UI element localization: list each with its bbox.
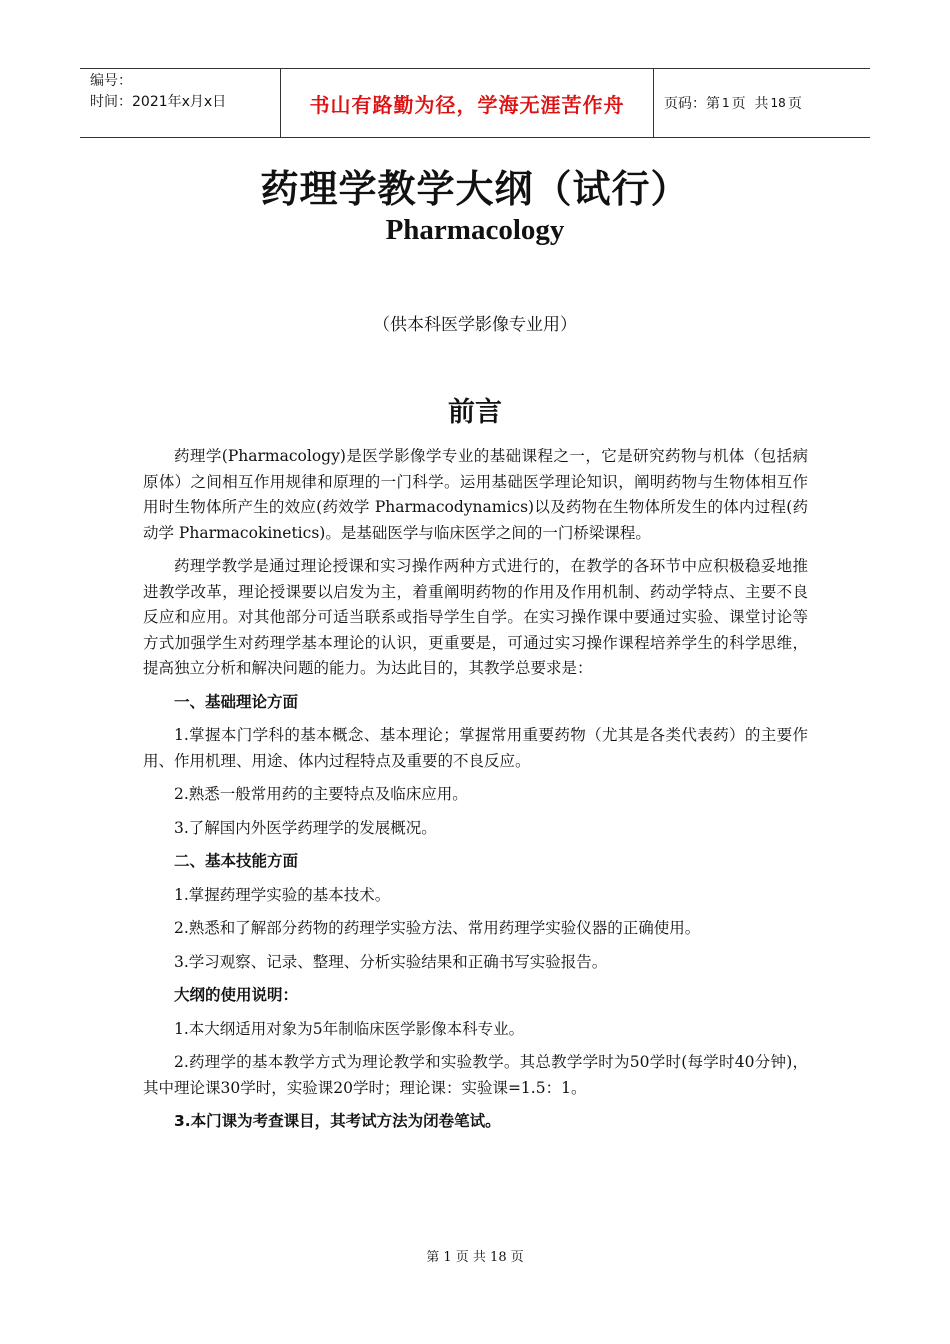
document-subtitle: Pharmacology bbox=[385, 214, 565, 246]
list-item: 3.了解国内外医学药理学的发展概况。 bbox=[174, 818, 437, 837]
page-label-e: 页 bbox=[787, 96, 802, 112]
page-label-c: 页 共 bbox=[731, 96, 769, 112]
document-body bbox=[143, 444, 808, 1143]
list-item: 2.熟悉一般常用药的主要特点及临床应用。 bbox=[174, 785, 468, 803]
header-page-info bbox=[654, 69, 870, 137]
list-item: 1.本大纲适用对象为5年制临床医学影像本科专业。 bbox=[174, 1019, 525, 1038]
document-date: 时间：2021年x月x日 bbox=[90, 94, 227, 110]
document-title: 药理学教学大纲（试行） bbox=[260, 167, 690, 211]
page-current: 1 bbox=[722, 96, 730, 110]
page-footer: 第 1 页 共 18 页 bbox=[426, 1250, 524, 1265]
usage-note: （供本科医学影像专业用） bbox=[373, 315, 577, 335]
header-motto: 书山有路勤为径，学海无涯苦作舟 bbox=[281, 69, 654, 137]
list-item: 1.掌握本门学科的基本概念、基本理论；掌握常用重要药物（尤其是各类代表药）的主要作用、作用机理、用途、体内过程特点及重要的不良反应。 bbox=[143, 726, 808, 770]
paragraph-teaching: 药理学教学是通过理论授课和实习操作两种方式进行的，在教学的各环节中应积极稳妥地推进教学改革，理论授课要以启发为主，着重阐明药物的作用及作用机制、药动学特点、主要不良反应和应用。对其他部分可适当联系或指导学生自学。在实习操作课中要通过实验、课堂讨论等方式加强学生对药理学基本理论的认识，更重要是，可通过实习操作课程培养学生的科学思维，提高独立分析和解决问题的能力。为达此目的，其教学总要求是： bbox=[143, 557, 808, 677]
list-item: 2.熟悉和了解部分药物的药理学实验方法、常用药理学实验仪器的正确使用。 bbox=[174, 919, 701, 937]
preface-heading: 前言 bbox=[448, 397, 502, 428]
list-item-bold: 3.本门课为考查课目，其考试方法为闭卷笔试。 bbox=[174, 1112, 501, 1130]
section-heading-theory: 一、基础理论方面 bbox=[174, 692, 299, 711]
document-number-label: 编号： bbox=[90, 73, 132, 89]
page-total: 18 bbox=[770, 96, 786, 110]
paragraph-intro: 药理学(Pharmacology)是医学影像学专业的基础课程之一，它是研究药物与机体（包括病原体）之间相互作用规律和原理的一门科学。运用基础医学理论知识，阐明药物与生物体相互作用时生物体所产生的效应(药效学 Pharmacodynamics)以及药物在生物体所发生的体内过程(药动学 Pharmacokinetics)。是基础医学与临床医学之间的一门桥梁课程。 bbox=[143, 447, 808, 542]
page-header bbox=[80, 68, 870, 138]
header-meta bbox=[80, 69, 281, 137]
list-item: 1.掌握药理学实验的基本技术。 bbox=[174, 885, 391, 904]
page-label-a: 页码：第 bbox=[664, 96, 720, 112]
section-heading-usage: 大纲的使用说明： bbox=[174, 986, 299, 1004]
section-heading-skills: 二、基本技能方面 bbox=[174, 852, 299, 870]
list-item: 2.药理学的基本教学方式为理论教学和实验教学。其总教学学时为50学时(每学时40分钟)，其中理论课30学时，实验课20学时；理论课：实验课=1.5：1。 bbox=[143, 1053, 808, 1097]
list-item: 3.学习观察、记录、整理、分析实验结果和正确书写实验报告。 bbox=[174, 952, 608, 971]
